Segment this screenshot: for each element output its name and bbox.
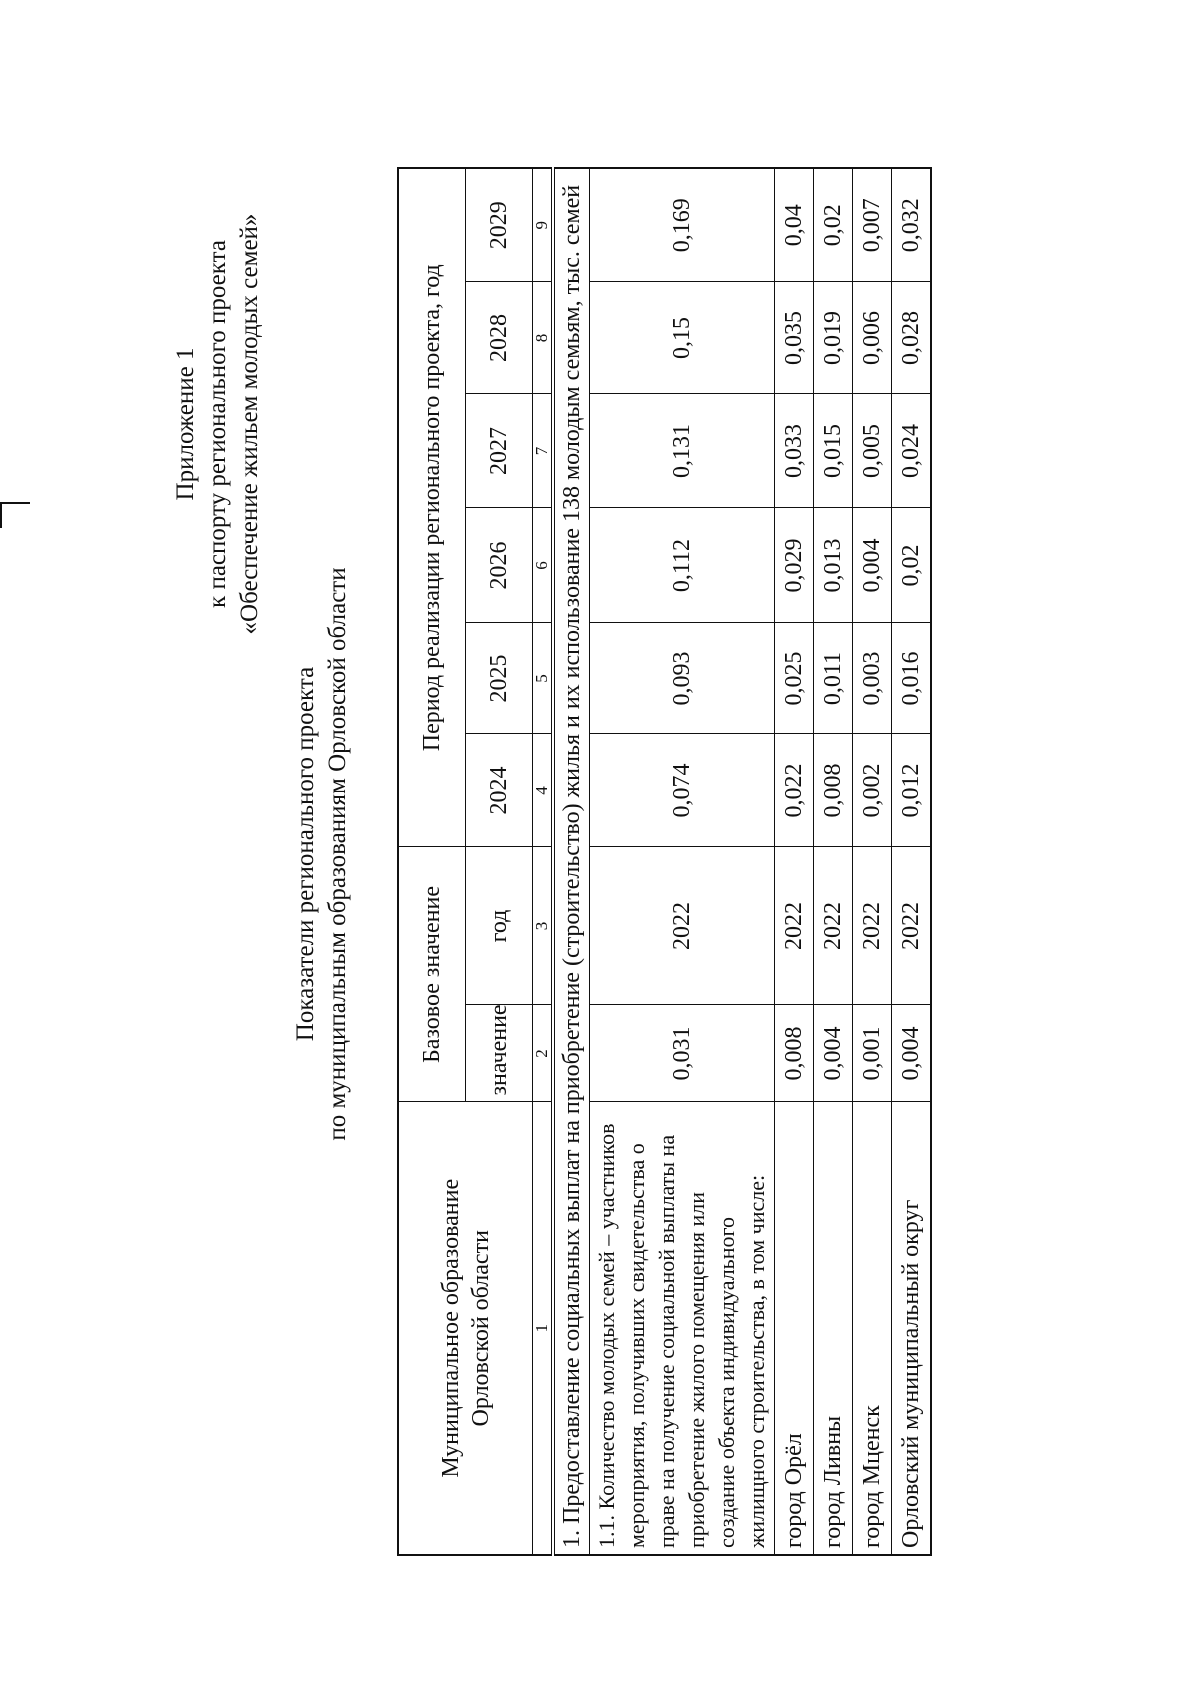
value-cell: 0,006 [853,282,892,394]
value-cell: 0,002 [853,734,892,847]
value-cell: 0,02 [814,168,853,282]
base-value-cell: 0,031 [590,1005,775,1102]
value-cell: 0,074 [590,734,775,847]
column-number: 4 [533,734,554,847]
document-title [290,404,354,1304]
header-base-value: Базовое значение [398,847,466,1102]
value-cell: 0,02 [892,508,932,623]
project-name: «Обеспечение жильем молодых семей» [236,213,263,635]
base-value-cell: 0,001 [853,1005,892,1102]
value-cell: 0,005 [853,394,892,508]
base-year-cell: 2022 [590,847,775,1005]
value-cell: 0,008 [814,734,853,847]
value-cell: 0,093 [590,623,775,734]
header-municipality: Муниципальное образование Орловской области [398,1102,533,1555]
value-cell: 0,025 [775,623,814,734]
value-cell: 0,15 [590,282,775,394]
column-number: 8 [533,282,554,394]
column-number: 2 [533,1005,554,1102]
column-numbers-row [533,168,554,1555]
header-year: 2026 [466,508,533,623]
header-base-value-year: год [466,847,533,1005]
section-title: 1. Предоставление социальных выплат на приобретение (строительство) жилья и их использование 138 молодым семьям, тыс. семей [553,168,590,1555]
value-cell: 0,131 [590,394,775,508]
appendix-header [170,144,266,704]
row-name: город Мценск [853,1102,892,1555]
base-value-cell: 0,004 [814,1005,853,1102]
value-cell: 0,033 [775,394,814,508]
header-year: 2029 [466,168,533,282]
appendix-reference: к паспорту регионального проекта [204,240,231,608]
value-cell: 0,022 [775,734,814,847]
header-year: 2028 [466,282,533,394]
value-cell: 0,112 [590,508,775,623]
value-cell: 0,012 [892,734,932,847]
header-year: 2024 [466,734,533,847]
value-cell: 0,024 [892,394,932,508]
header-base-value-value: значение [466,1005,533,1102]
value-cell: 0,013 [814,508,853,623]
section-row [553,168,590,1555]
value-cell: 0,007 [853,168,892,282]
column-number: 1 [533,1102,554,1555]
column-number: 7 [533,394,554,508]
value-cell: 0,003 [853,623,892,734]
value-cell: 0,019 [814,282,853,394]
column-number: 5 [533,623,554,734]
title-line-1: Показатели регионального проекта [292,666,319,1042]
appendix-number: Приложение 1 [172,347,199,501]
value-cell: 0,029 [775,508,814,623]
header-year: 2027 [466,394,533,508]
value-cell: 0,004 [853,508,892,623]
row-name: город Орёл [775,1102,814,1555]
base-year-cell: 2022 [775,847,814,1005]
header-period: Период реализации регионального проекта, год [398,168,466,847]
base-value-cell: 0,004 [892,1005,932,1102]
column-number: 3 [533,847,554,1005]
table-row [892,168,932,1555]
header-year: 2025 [466,623,533,734]
table-row [590,168,775,1555]
table-row [853,168,892,1555]
base-year-cell: 2022 [814,847,853,1005]
indicators-table [397,167,932,1556]
value-cell: 0,016 [892,623,932,734]
table-row [814,168,853,1555]
value-cell: 0,169 [590,168,775,282]
table-row [775,168,814,1555]
scan-corner-mark [0,502,30,528]
base-value-cell: 0,008 [775,1005,814,1102]
value-cell: 0,035 [775,282,814,394]
column-number: 9 [533,168,554,282]
value-cell: 0,028 [892,282,932,394]
value-cell: 0,032 [892,168,932,282]
value-cell: 0,011 [814,623,853,734]
base-year-cell: 2022 [853,847,892,1005]
value-cell: 0,04 [775,168,814,282]
row-name: 1.1. Количество молодых семей – участников мероприятия, получивших свидетельства о праве на получение социальной выплаты на приобретение жилого помещения или создание объекта индивидуального жилищного строительства, в том числе: [590,1102,775,1555]
title-line-2: по муниципальным образованиям Орловской области [324,567,351,1141]
column-number: 6 [533,508,554,623]
row-name: Орловский муниципальный округ [892,1102,932,1555]
row-name: город Ливны [814,1102,853,1555]
value-cell: 0,015 [814,394,853,508]
base-year-cell: 2022 [892,847,932,1005]
